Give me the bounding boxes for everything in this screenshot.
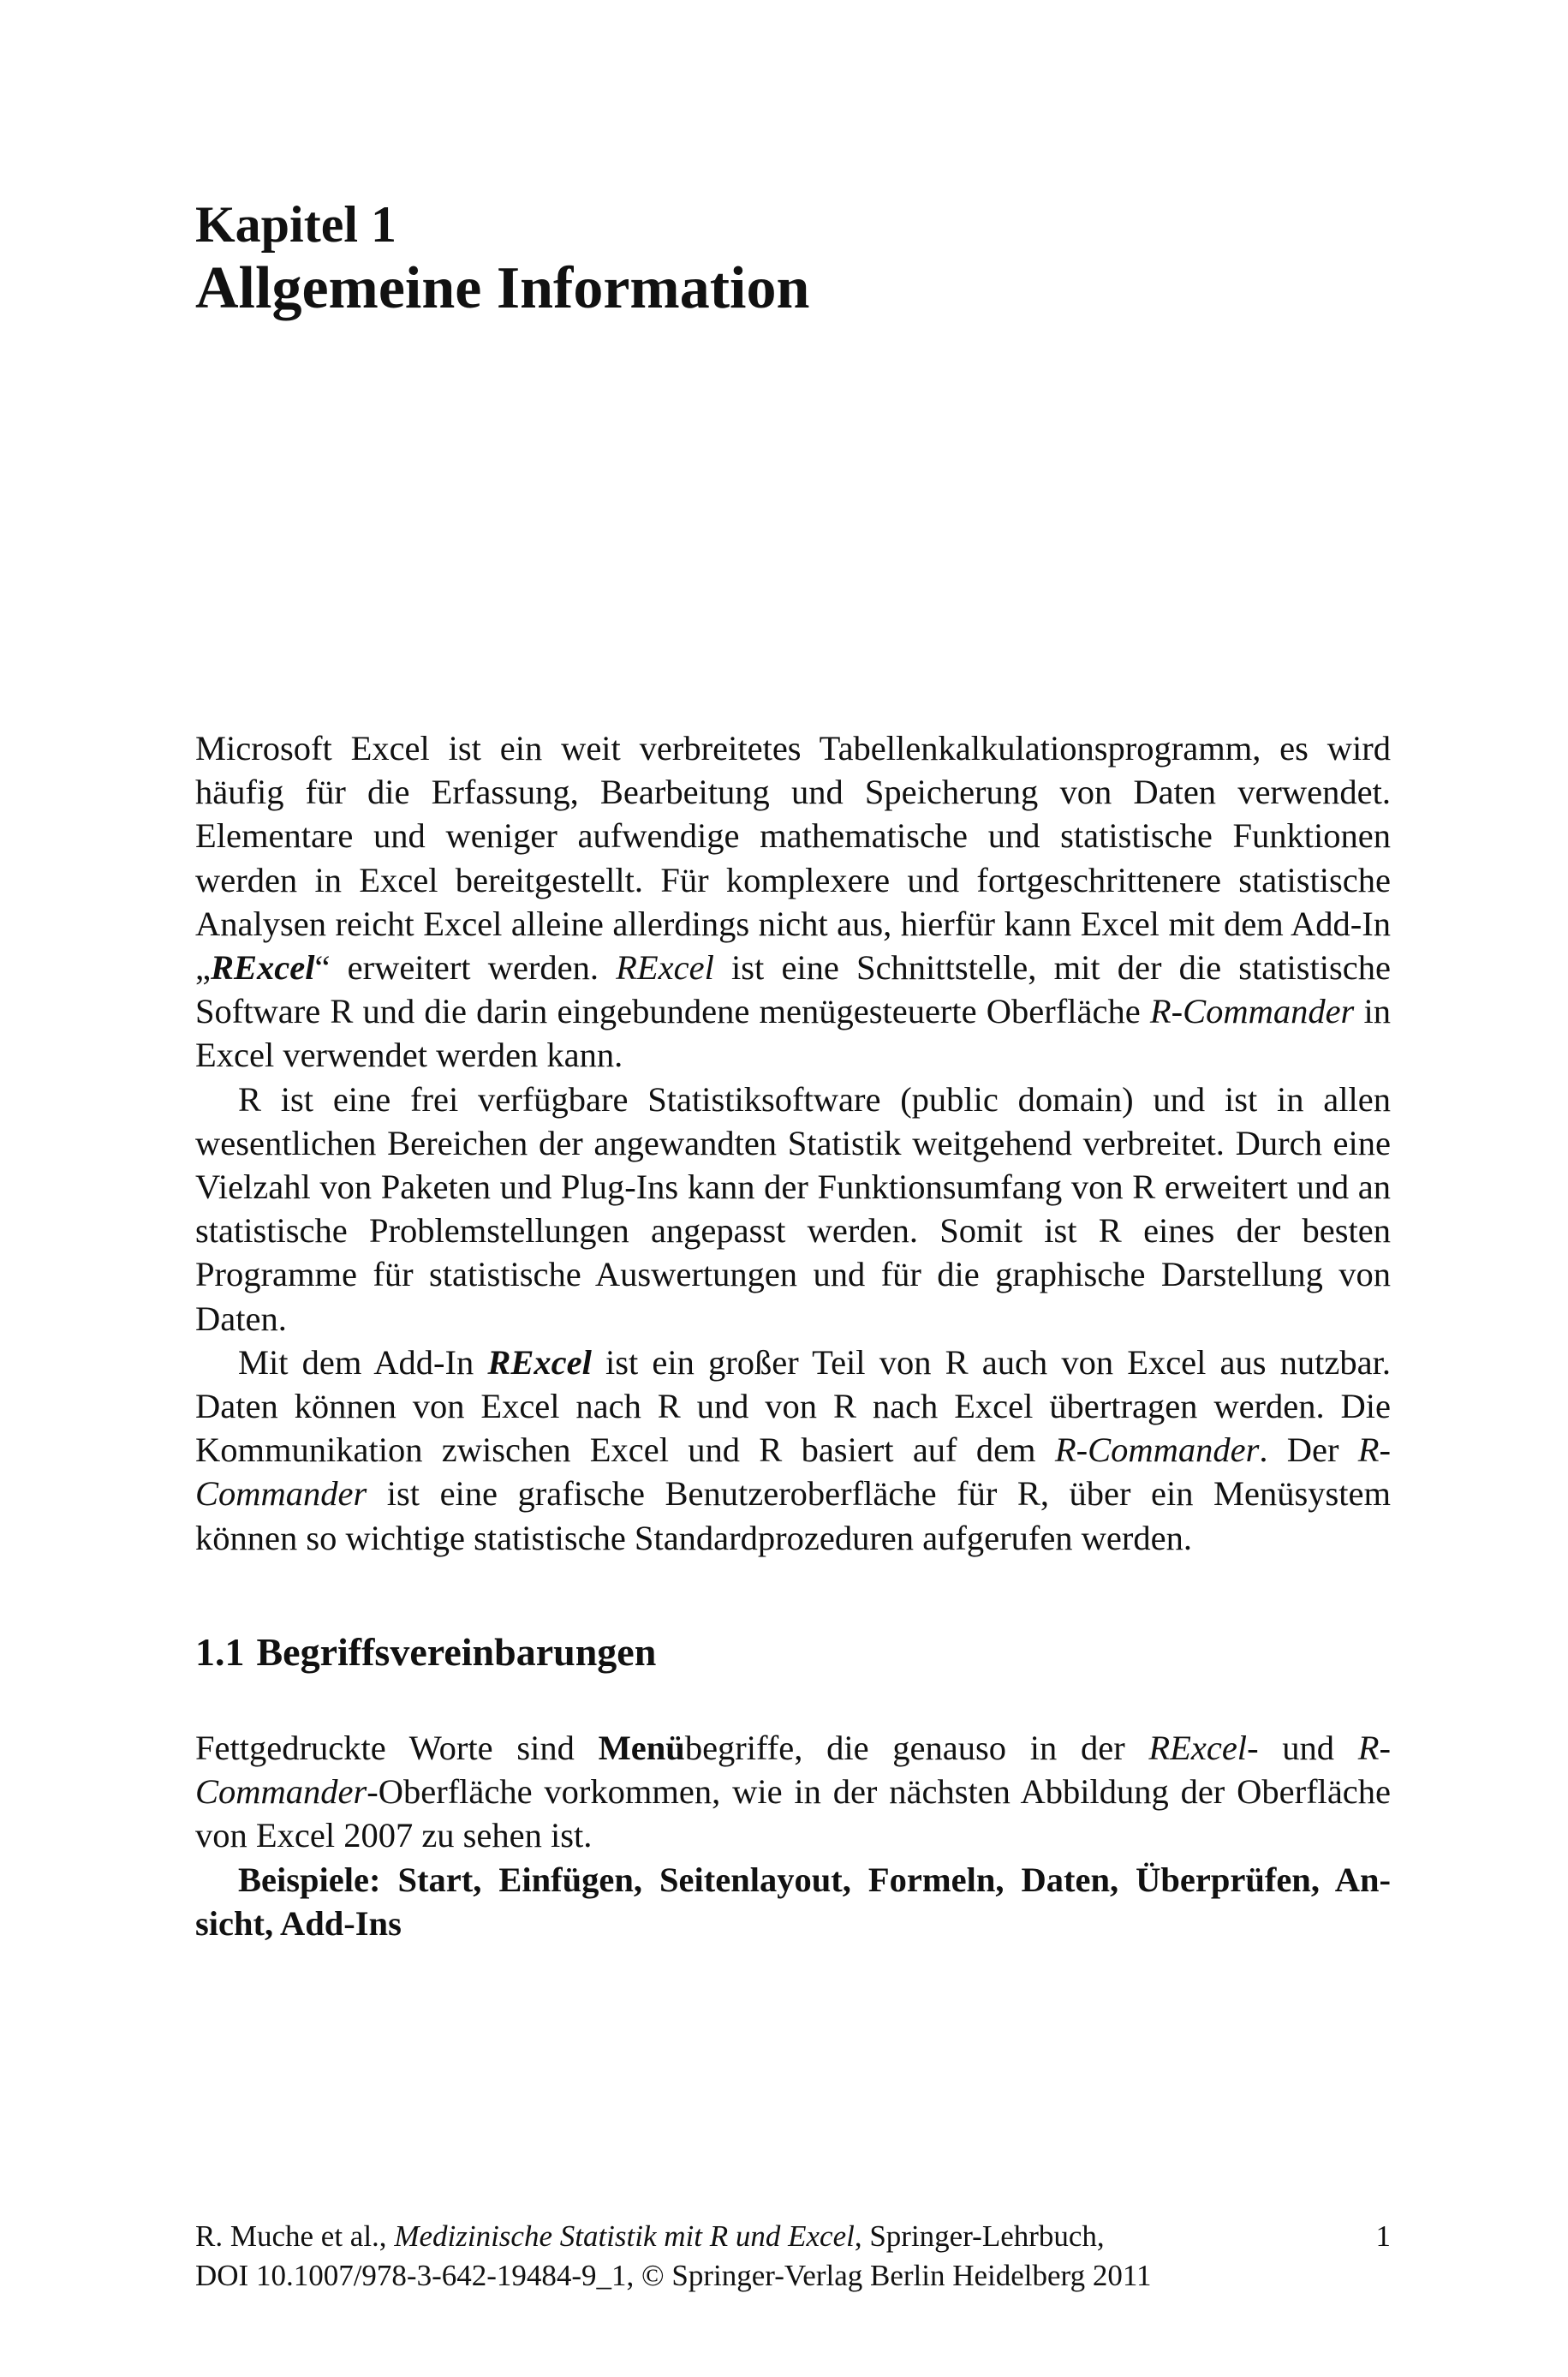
rcommander-term: R-Commander bbox=[1149, 992, 1355, 1031]
examples-label: Beispiele: bbox=[238, 1860, 381, 1899]
text-run: Microsoft Excel ist ein weit verbreitetes Tabellenkalkulationsprogramm, es wird häufig für die Erfassung, Bearbeitung und Speicherung von Daten verwendet. Elementare und weniger aufwendige mathematische und statistische Funktionen werden in Excel bereitgestellt. Für komplexere und fortgeschrittenere statistische Analysen reicht Excel alleine allerdings nicht aus, hierfür kann Excel mit dem Add-In bbox=[195, 729, 1391, 943]
rexcel-term-bold: RExcel bbox=[487, 1342, 592, 1382]
text-run: erweitert werden. bbox=[330, 948, 617, 988]
rexcel-term: RExcel bbox=[616, 948, 714, 988]
page-number: 1 bbox=[1375, 2219, 1391, 2253]
section-number: 1.1 bbox=[195, 1630, 245, 1674]
examples-paragraph bbox=[195, 1858, 1391, 1945]
section-heading bbox=[195, 1630, 657, 1674]
intro-paragraph-1 bbox=[195, 726, 1391, 1078]
text-run: - und bbox=[1247, 1729, 1358, 1767]
text-run: ist eine Schnittstelle, mit der die statistische Software R und die darin eingebundene menügesteuerte Oberfläche bbox=[195, 948, 1391, 1031]
footer bbox=[195, 2217, 1391, 2296]
menu-term-bold: Menü bbox=[598, 1729, 685, 1767]
rcommander-term: R-Commander bbox=[1054, 1430, 1260, 1470]
text-run: ist ein großer Teil von R auch von Excel aus nutzbar. Daten können von Excel nach R und von R nach Excel übertragen werden. Die Kommunikation zwischen Excel und R basiert auf dem bbox=[195, 1342, 1392, 1470]
text-run: Fettgedruckte Worte sind bbox=[195, 1729, 599, 1767]
quote-close: “ bbox=[314, 948, 331, 988]
text-run: ist eine grafische Benutzeroberfläche für R, über ein Menüsystem können so wichtige statistische Standardprozeduren aufgerufen werden. bbox=[195, 1474, 1391, 1557]
quote-open: „ bbox=[195, 948, 211, 988]
citation-line bbox=[195, 2217, 1391, 2256]
chapter-title: Allgemeine Information bbox=[195, 255, 810, 321]
rexcel-term: RExcel bbox=[1148, 1729, 1248, 1767]
text-run: . Der bbox=[1259, 1430, 1358, 1470]
chapter-label: Kapitel 1 bbox=[195, 196, 396, 253]
footer-authors: R. Muche et al., bbox=[195, 2219, 395, 2253]
intro-paragraph-3 bbox=[195, 1341, 1391, 1560]
examples-list: Start, Einfügen, Seitenlayout, Formeln, Daten, Überprüfen, Ansicht, Add-Ins bbox=[195, 1860, 1392, 1943]
conventions-paragraph bbox=[195, 1726, 1391, 1858]
rexcel-term-bold: RExcel bbox=[210, 948, 315, 988]
footer-book-title: Medizinische Statistik mit R und Excel bbox=[394, 2219, 855, 2253]
text-run: in Excel verwendet werden kann. bbox=[195, 992, 1391, 1075]
doi-line: DOI 10.1007/978-3-642-19484-9_1, © Springer-Verlag Berlin Heidelberg 2011 bbox=[195, 2259, 1152, 2292]
text-run: begriffe, die genauso in der bbox=[684, 1729, 1149, 1767]
rcommander-term: R-Commander bbox=[195, 1430, 1391, 1514]
text-run: Mit dem Add-In bbox=[238, 1342, 488, 1382]
intro-paragraph-2: R ist eine frei verfügbare Statistiksoftware (public domain) und ist in allen wesentlichen Bereichen der angewandten Statistik weitgehend verbreitet. Durch eine Vielzahl von Paketen und Plug-Ins kann der Funktionsumfang von R erweitert und an statistische Problemstellungen angepasst werden. Somit ist R eines der besten Programme für statistische Auswertungen und für die graphische Darstellung von Daten. bbox=[195, 1079, 1391, 1338]
rcommander-term: R-Commander bbox=[195, 1729, 1391, 1812]
footer-series: , Springer-Lehrbuch, bbox=[854, 2219, 1105, 2253]
intro-section bbox=[195, 726, 1391, 1560]
text-run: -Oberfläche vorkommen, wie in der nächsten Abbildung der Oberfläche von Excel 2007 zu sehen ist. bbox=[195, 1772, 1391, 1855]
conventions-section bbox=[195, 1726, 1391, 1945]
section-title: Begriffsvereinbarungen bbox=[256, 1630, 657, 1674]
